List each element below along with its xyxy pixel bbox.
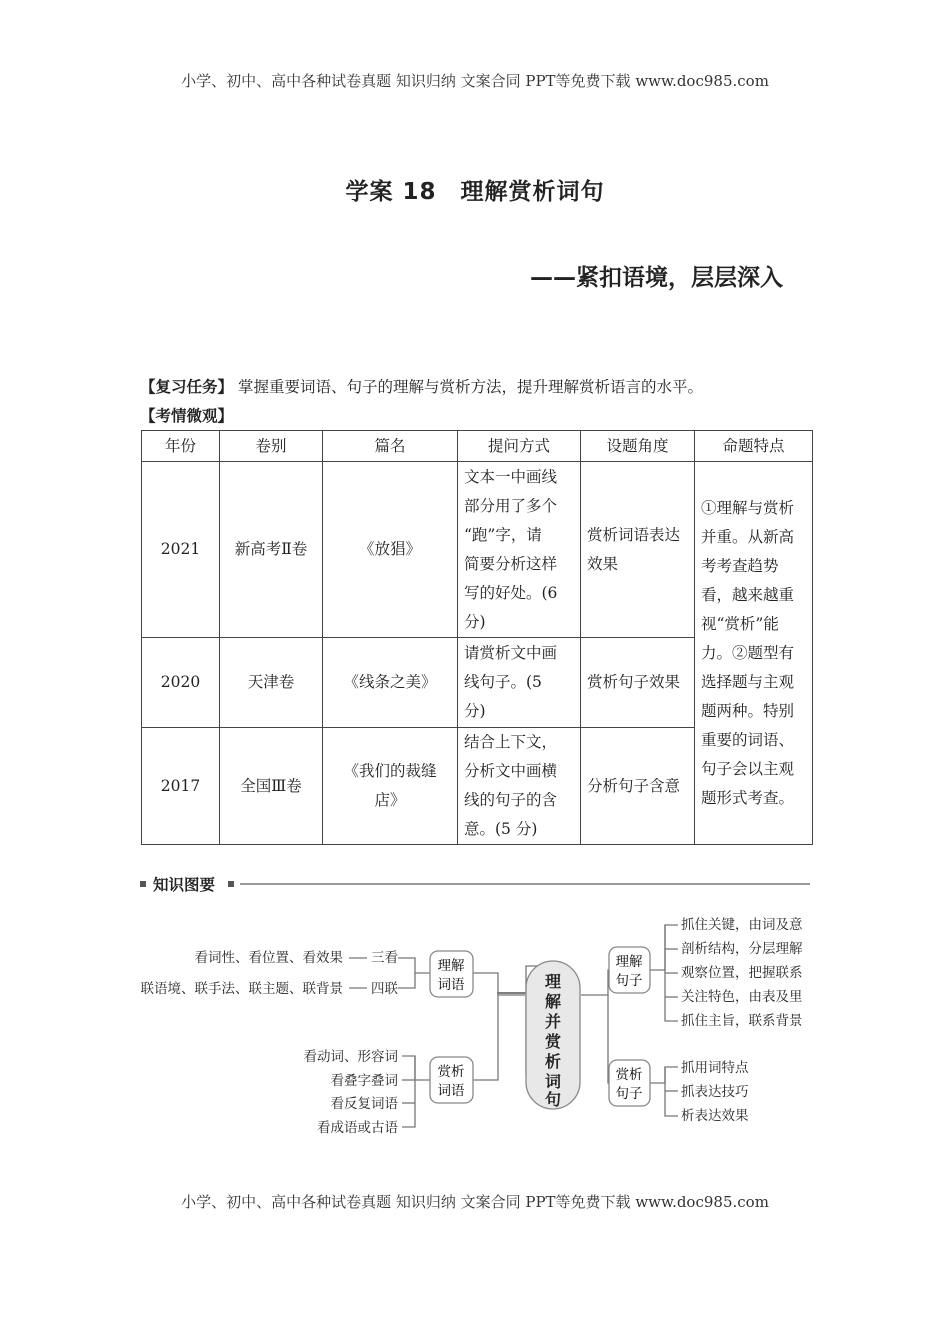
node-label: 句子	[615, 1086, 643, 1102]
col-header-question: 提问方式	[458, 431, 581, 462]
mindmap-item: 析表达效果	[681, 1108, 749, 1124]
cell-title: 《放猖》	[323, 462, 458, 638]
cell-year: 2020	[142, 638, 220, 728]
node-label: 赏析	[615, 1067, 643, 1083]
node-label: 词语	[437, 977, 465, 993]
knowledge-mindmap	[130, 905, 820, 1150]
review-task	[140, 375, 820, 397]
center-char: 理	[544, 972, 562, 991]
section-divider	[240, 883, 810, 885]
mindmap-item: 抓用词特点	[681, 1060, 749, 1076]
col-header-feature: 命题特点	[695, 431, 813, 462]
square-bullet-icon	[228, 881, 234, 887]
page-footer: 小学、初中、高中各种试卷真题 知识归纳 文案合同 PPT等免费下载 www.doc985.com	[181, 1193, 769, 1211]
mindmap-item: 看成语或古语	[317, 1120, 398, 1136]
mindmap-item: 关注特色，由表及里	[681, 989, 803, 1005]
center-char: 析	[544, 1052, 562, 1071]
center-char: 句	[544, 1090, 562, 1109]
square-bullet-icon	[140, 881, 146, 887]
table-row	[142, 462, 813, 638]
page-title: 学案 18 理解赏析词句	[345, 179, 605, 205]
mindmap-item-tag: 四联	[371, 981, 398, 997]
center-char: 并	[544, 1012, 562, 1031]
mindmap-item: 抓表达技巧	[681, 1084, 749, 1100]
col-header-title: 篇名	[323, 431, 458, 462]
mindmap-item: 剖析结构，分层理解	[681, 941, 803, 957]
node-label: 理解	[615, 954, 643, 970]
col-header-year: 年份	[142, 431, 220, 462]
cell-feature: ①理解与赏析 并重。从新高 考考查趋势 看，越来越重 视“赏析”能 力。②题型有 选择题与主观 题两种。特别 重要的词语、 句子会以主观 题形式考查。	[695, 462, 813, 845]
center-char: 词	[544, 1072, 562, 1091]
mindmap-item: 抓住关键，由词及意	[681, 917, 803, 933]
mindmap-item: 看词性、看位置、看效果	[194, 950, 343, 966]
cell-title: 《线条之美》	[323, 638, 458, 728]
review-task-text: 掌握重要词语、句子的理解与赏析方法，提升理解赏析语言的水平。	[237, 378, 703, 396]
section-title: 知识图要	[153, 876, 216, 894]
col-header-paper: 卷别	[220, 431, 323, 462]
exam-table	[141, 430, 813, 845]
cell-question: 文本一中画线 部分用了多个 “跑”字，请 简要分析这样 写的好处。(6 分)	[458, 462, 581, 638]
mindmap-item: 联语境、联手法、联主题、联背景	[140, 981, 343, 997]
cell-angle: 赏析句子效果	[581, 638, 695, 728]
page-subtitle: ——紧扣语境，层层深入	[530, 265, 783, 291]
node-label: 理解	[437, 958, 465, 974]
cell-angle: 赏析词语表达 效果	[581, 462, 695, 638]
review-task-label: 【复习任务】	[140, 378, 234, 396]
cell-paper: 新高考Ⅱ卷	[220, 462, 323, 638]
cell-year: 2021	[142, 462, 220, 638]
cell-angle: 分析句子含意	[581, 728, 695, 845]
node-label: 词语	[437, 1083, 465, 1099]
page-header: 小学、初中、高中各种试卷真题 知识归纳 文案合同 PPT等免费下载 www.doc985.com	[181, 72, 769, 90]
cell-year: 2017	[142, 728, 220, 845]
mindmap-item: 看反复词语	[330, 1096, 398, 1112]
center-char: 赏	[544, 1032, 562, 1051]
mindmap-item: 看动词、形容词	[303, 1049, 398, 1065]
cell-question: 结合上下文， 分析文中画横 线的句子的含 意。(5 分)	[458, 728, 581, 845]
node-label: 赏析	[437, 1064, 465, 1080]
cell-paper: 天津卷	[220, 638, 323, 728]
cell-question: 请赏析文中画 线句子。(5 分)	[458, 638, 581, 728]
mindmap-item-tag: 三看	[371, 950, 398, 966]
section-knowledge-map	[140, 873, 810, 895]
mindmap-item: 抓住主旨，联系背景	[681, 1013, 803, 1029]
cell-title: 《我们的裁缝 店》	[323, 728, 458, 845]
cell-paper: 全国Ⅲ卷	[220, 728, 323, 845]
table-header-row	[142, 431, 813, 462]
center-char: 解	[544, 992, 562, 1011]
node-label: 句子	[615, 973, 643, 989]
exam-overview-label: 【考情微观】	[140, 407, 234, 425]
col-header-angle: 设题角度	[581, 431, 695, 462]
mindmap-item: 观察位置，把握联系	[681, 965, 803, 981]
mindmap-item: 看叠字叠词	[330, 1073, 398, 1089]
